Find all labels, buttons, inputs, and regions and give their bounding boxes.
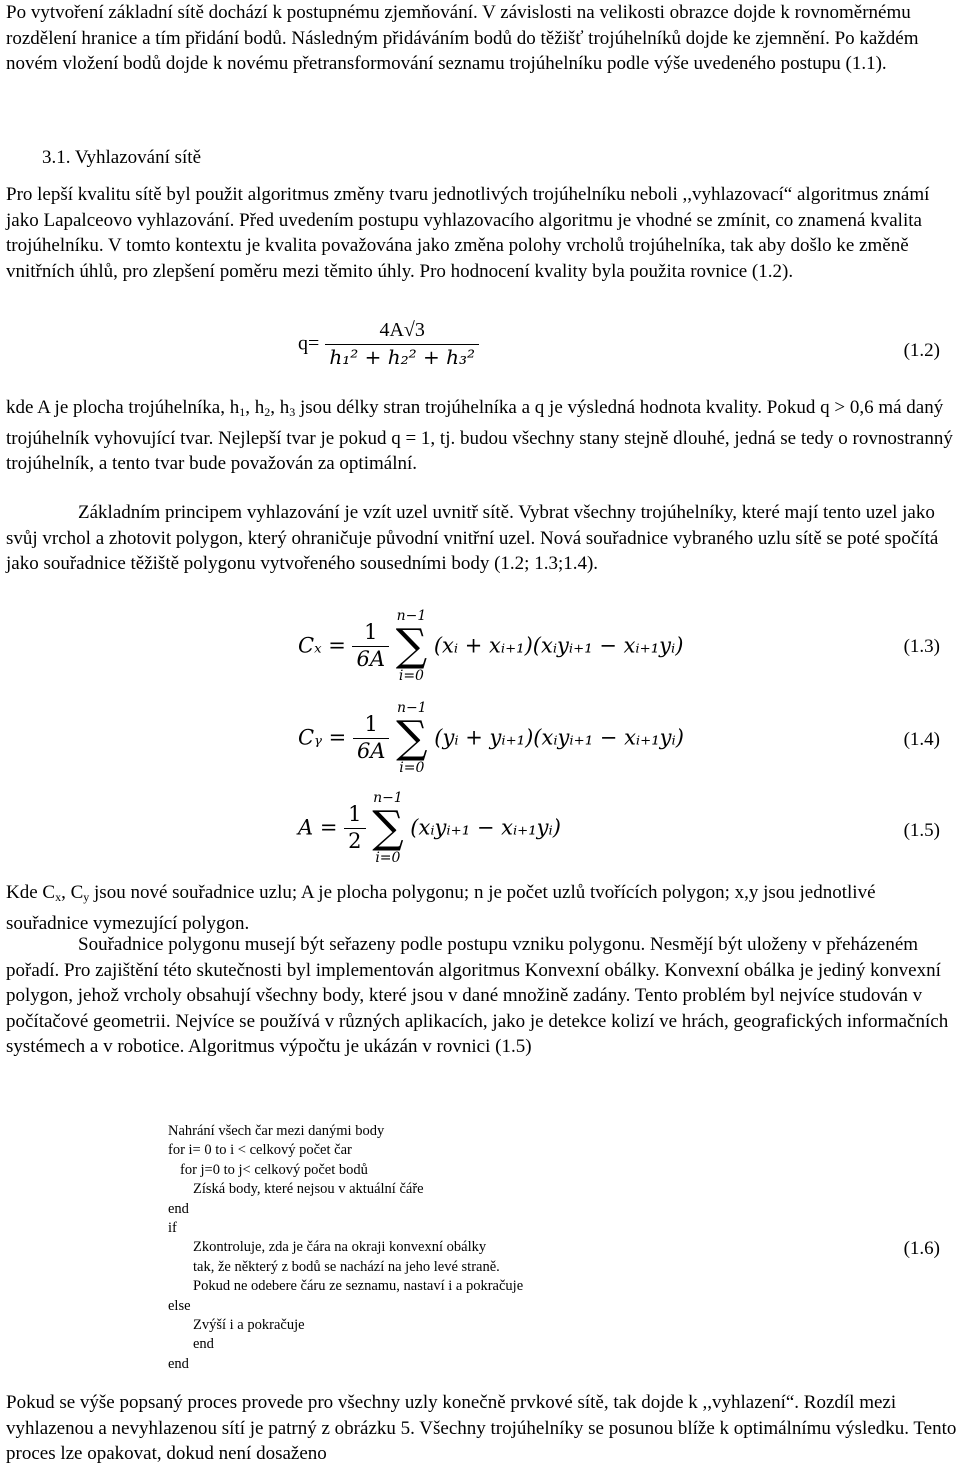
equation-cx-frac-num: 1 [352, 620, 389, 647]
equation-a-sum-bottom: i=0 [375, 850, 401, 866]
equation-cx-fraction [352, 620, 389, 672]
p3-text-b: jsou délky stran trojúhelníka a q je výsledná hodnota kvality. Pokud q > 0,6 má daný trojúhelník vyhovující tvar. Nejlepší tvar je pokud q = 1, tj. budou všechny stany stejně dlouhé, jedná se tedy o rovnostranný trojúhelník, a tento tvar bude považován za optimální. [6, 397, 953, 474]
equation-number-1-5: (1.5) [903, 820, 940, 841]
equation-a-body: (xᵢyᵢ₊₁ − xᵢ₊₁yᵢ) [410, 815, 561, 840]
equation-number-1-4: (1.4) [903, 729, 940, 750]
paragraph-centroid-legend [6, 880, 958, 936]
equation-a-sum [372, 790, 403, 866]
equation-number-1-6: (1.6) [903, 1238, 940, 1259]
equation-a-fraction [344, 802, 365, 854]
equation-q-numerator: 4A√3 [325, 318, 479, 345]
equation-cx-body: (xᵢ + xᵢ₊₁)(xᵢyᵢ₊₁ − xᵢ₊₁yᵢ) [433, 633, 684, 658]
algorithm-block [168, 1122, 728, 1374]
equation-a-sum-top: n−1 [373, 790, 403, 806]
equation-a-frac-num: 1 [344, 802, 365, 829]
p3-sep1: , h [245, 397, 265, 418]
paragraph-smoothing-principle: Základním principem vyhlazování je vzít uzel uvnitř sítě. Vybrat všechny trojúhelníky, které mají tento uzel jako svůj vrchol a zhotovit polygon, který ohraničuje původní vnitřní uzel. Nová souřadnice vybraného uzlu sítě se poté spočítá jako souřadnice těžiště polygonu vytvořeného sousedními body (1.2; 1.3;1.4). [6, 502, 939, 574]
subscript-h1: 1 [239, 405, 246, 419]
paragraph-smoothing-intro: Pro lepší kvalitu sítě byl použit algoritmus změny tvaru jednotlivých trojúhelníku neboli ,,vyhlazovací“ algoritmus známí jako Lapalceovo vyhlazování. Před uvedením postupu vyhlazovacího algoritmu je vhodné se zmínit, co znamená kvalita trojúhelníku. V tomto kontextu je kvalita považována jako změna polohy vrcholů trojúhelníka, tak aby došlo ke změně vnitřních úhlů, pro zlepšení poměru mezi těmito úhly. Pro hodnocení kvality byla použita rovnice (1.2). [6, 184, 930, 282]
equation-cy-frac-num: 1 [353, 712, 390, 739]
equation-q-fraction [325, 318, 479, 370]
subscript-h3: 3 [289, 405, 296, 419]
equation-a-lhs: A = [298, 815, 338, 840]
summation-icon: ∑ [396, 712, 428, 763]
equation-q-denominator: h₁² + h₂² + h₃² [329, 344, 476, 369]
equation-cy [298, 700, 938, 776]
algo-line: end [168, 1200, 189, 1217]
equation-cx-sum-top: n−1 [396, 608, 427, 624]
equation-cx-lhs: Cₓ = [298, 633, 346, 658]
equation-cy-body: (yᵢ + yᵢ₊₁)(xᵢyᵢ₊₁ − xᵢ₊₁yᵢ) [434, 725, 684, 750]
equation-cx-sum-bottom: i=0 [398, 668, 424, 684]
algo-line: end [168, 1355, 189, 1372]
subscript-h2: 2 [264, 405, 271, 419]
algo-line: Získá body, které nejsou v aktuální čáře [193, 1181, 424, 1198]
algo-line: if [168, 1220, 177, 1237]
equation-cy-sum-bottom: i=0 [399, 760, 425, 776]
equation-cy-frac-den: 6A [356, 738, 386, 763]
paragraph-quality-explanation [6, 395, 958, 477]
algo-line: Zkontroluje, zda je čára na okraji konvexní obálky [193, 1239, 487, 1256]
summation-icon: ∑ [395, 620, 428, 671]
algo-line: tak, že některý z bodů se nachází na jeho levé straně. [193, 1258, 500, 1275]
equation-cy-sum [396, 700, 427, 776]
equation-number-1-2: (1.2) [903, 340, 940, 361]
p5-sep: , C [61, 882, 84, 903]
equation-cy-fraction [353, 712, 390, 764]
equation-number-1-3: (1.3) [903, 636, 940, 657]
equation-quality [298, 318, 958, 370]
p5-text-b: jsou nové souřadnice uzlu; A je plocha polygonu; n je počet uzlů tvořících polygon; x,y jsou jednotlivé souřadnice vymezující polygon. [6, 882, 876, 934]
p3-text-a: kde A je plocha trojúhelníka, h [6, 397, 240, 418]
paragraph-convex-hull: Souřadnice polygonu musejí být seřazeny podle postupu vzniku polygonu. Nesmějí být uloženy v přeházeném pořadí. Pro zajištění této skutečnosti byl implementován algoritmus Konvexní obálky. Konvexní obálka je jediný konvexní polygon, jehož vrcholy obsahují všechny body, které jsou v dané množině zadány. Tento problém byl nejvíce studován v počítačové geometrii. Nejvíce se používá v různých aplikacích, jako je detekce kolizí ve hrách, geografických informačních systémech a v robotice. Algoritmus výpočtu je ukázán v rovnici (1.5) [6, 934, 949, 1057]
algo-line: for i= 0 to i < celkový počet čar [168, 1142, 352, 1159]
subscript-x: x [55, 890, 62, 904]
algo-line: Zvýší i a pokračuje [193, 1317, 305, 1334]
equation-cx-sum [396, 608, 427, 684]
p3-sep2: , h [270, 397, 290, 418]
subscript-y: y [83, 890, 90, 904]
equation-cy-sum-top: n−1 [397, 700, 427, 716]
algo-line: Pokud ne odebere čáru ze seznamu, nastaví i a pokračuje [193, 1278, 524, 1295]
p5-text-a: Kde C [6, 882, 56, 903]
algo-line: Nahrání všech čar mezi danými body [168, 1123, 385, 1139]
equation-cy-lhs: Cᵧ = [298, 725, 347, 750]
paragraph-refinement: Po vytvoření základní sítě dochází k postupnému zjemňování. V závislosti na velikosti obrazce dojde k rovnoměrnému rozdělení hranice a tím přidání bodů. Následným přidáváním bodů do těžišť trojúhelníků dojde ke zjemnění. Po každém novém vložení bodů dojde k novému přetransformování seznamu trojúhelníku podle výše uvedeného postupu (1.1). [6, 2, 919, 74]
equation-q-lhs: q= [298, 332, 320, 355]
paragraph-smoothing-result: Pokud se výše popsaný proces provede pro všechny uzly konečně prvkové sítě, tak dojde k ,,vyhlazení“. Rozdíl mezi vyhlazenou a nevyhlazenou sítí je patrný z obrázku 5. Všechny trojúhelníky se posunou blíže k optimálnímu výsledku. Tento proces lze opakovat, dokud není dosaženo [6, 1392, 957, 1464]
algo-line: else [168, 1297, 191, 1314]
algo-line: for j=0 to j< celkový počet bodů [180, 1161, 368, 1178]
equation-area [298, 790, 938, 866]
equation-a-frac-den: 2 [348, 828, 362, 853]
equation-cx-frac-den: 6A [356, 646, 386, 671]
summation-icon: ∑ [372, 802, 404, 853]
algo-line: end [193, 1336, 214, 1353]
equation-cx [298, 608, 938, 684]
section-heading: 3.1. Vyhlazování sítě [42, 147, 202, 168]
